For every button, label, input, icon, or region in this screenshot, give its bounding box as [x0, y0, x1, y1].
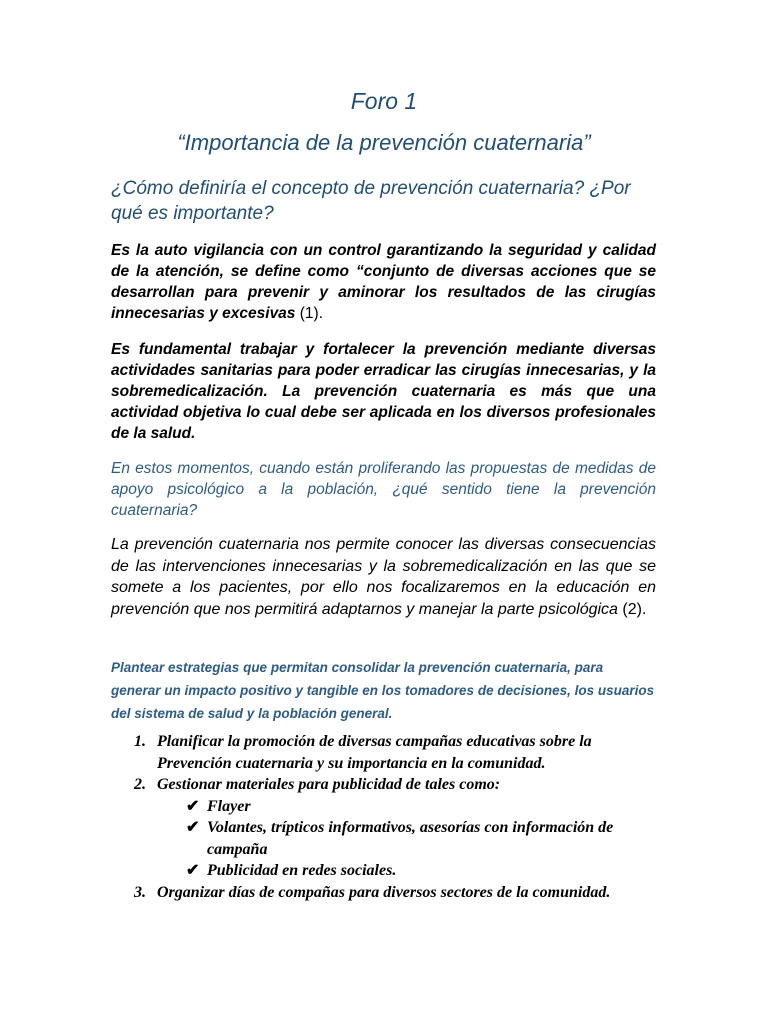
- checkmark-icon: ✔: [186, 797, 200, 815]
- checkmark-icon: ✔: [186, 862, 200, 879]
- sub-list-item-text: Volantes, trípticos informativos, asesorías con información de campaña: [207, 819, 614, 858]
- list-item: [134, 882, 654, 904]
- sub-list-item: [134, 817, 654, 860]
- checkmark-icon: ✔: [186, 819, 200, 836]
- document-title: Foro 1: [350, 88, 418, 114]
- list-number: 3.: [134, 883, 146, 901]
- answer-paragraph-3-text: La prevención cuaternaria nos permite conocer las diversas consecuencias de las intervenciones innecesarias y la sobremedicalización en las que se somete a los pacientes, por ello nos focalizaremos en la educación en prevención que nos permitirá adaptarnos y manejar la parte psicológica: [111, 536, 656, 618]
- reference-2: (2).: [617, 600, 647, 618]
- answer-paragraph-3: [111, 534, 656, 620]
- question-1: ¿Cómo definiría el concepto de prevención cuaternaria? ¿Por qué es importante?: [111, 178, 631, 224]
- document-subtitle: “Importancia de la prevención cuaternaria”: [177, 130, 591, 155]
- answer-paragraph-1-text: Es la auto vigilancia con un control garantizando la seguridad y calidad de la atención, se define como “conjunto de diversas acciones que se desarrollan para prevenir y aminorar los resultados de las cirugías innecesarias y excesivas: [111, 242, 656, 322]
- sub-list-item: [134, 796, 654, 818]
- reference-1: (1).: [295, 305, 323, 322]
- sub-list-item-text: Flayer: [207, 797, 251, 815]
- list-item: [134, 774, 654, 796]
- question-3: Plantear estrategias que permitan consolidar la prevención cuaternaria, para generar un impacto positivo y tangible en los tomadores de decisiones, los usuarios del sistema de salud y la población general.: [111, 660, 655, 721]
- strategy-list: [134, 731, 654, 903]
- list-number: 1.: [134, 733, 146, 750]
- list-item-text: Planificar la promoción de diversas campañas educativas sobre la Prevención cuaternaria y su importancia en la comunidad.: [157, 733, 592, 772]
- question-2: En estos momentos, cuando están proliferando las propuestas de medidas de apoyo psicológico a la población, ¿qué sentido tiene la prevención cuaternaria?: [111, 460, 656, 519]
- sub-list-item: [134, 860, 654, 882]
- list-item-text: Organizar días de compañas para diversos sectores de la comunidad.: [157, 883, 611, 901]
- list-item-text: Gestionar materiales para publicidad de tales como:: [157, 776, 501, 793]
- list-item: [134, 731, 654, 774]
- answer-paragraph-1: [111, 240, 656, 324]
- sub-list-item-text: Publicidad en redes sociales.: [207, 862, 397, 879]
- answer-paragraph-2: Es fundamental trabajar y fortalecer la prevención mediante diversas actividades sanitarias para poder erradicar las cirugías innecesarias, y la sobremedicalización. La prevención cuaternaria es más que una actividad objetiva lo cual debe ser aplicada en los diversos profesionales de la salud.: [111, 341, 656, 442]
- list-number: 2.: [134, 776, 146, 793]
